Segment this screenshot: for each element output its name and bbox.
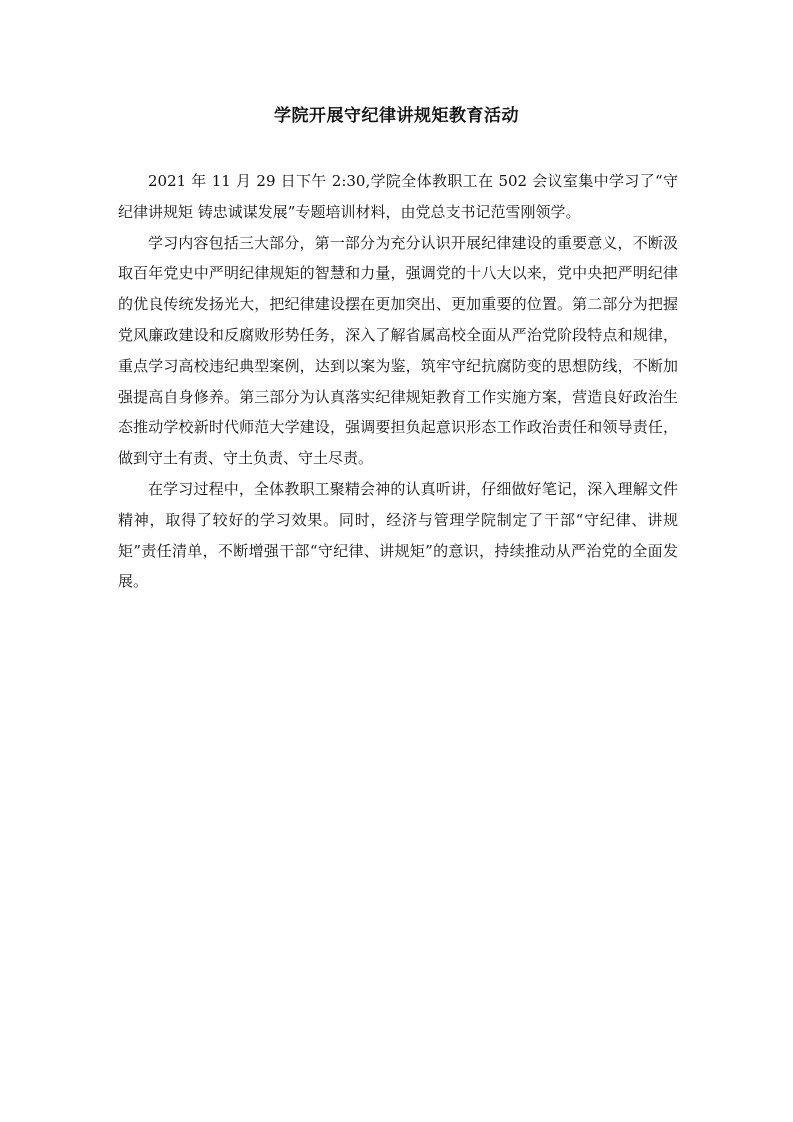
document-title: 学院开展守纪律讲规矩教育活动	[274, 106, 519, 126]
paragraph-3: 在学习过程中，全体教职工聚精会神的认真听讲，仔细做好笔记，深入理解文件精神，取得了较好的学习效果。同时，经济与管理学院制定了干部“守纪律、讲规矩”责任清单，不断增强干部“守纪律、讲规矩”的意识，持续推动从严治党的全面发展。	[118, 479, 678, 591]
paragraph-1: 2021 年 11 月 29 日下午 2:30,学院全体教职工在 502 会议室集中学习了“守纪律讲规矩 铸忠诚谋发展”专题培训材料，由党总支书记范雪刚领学。	[118, 172, 678, 221]
paragraph-2: 学习内容包括三大部分，第一部分为充分认识开展纪律建设的重要意义，不断汲取百年党史中严明纪律规矩的智慧和力量，强调党的十八大以来，党中央把严明纪律的优良传统发扬光大，把纪律建设摆在更加突出、更加重要的位置。第二部分为把握党风廉政建设和反腐败形势任务，深入了解省属高校全面从严治党阶段特点和规律，重点学习高校违纪典型案例，达到以案为鉴，筑牢守纪抗腐防变的思想防线，不断加强提高自身修养。第三部分为认真落实纪律规矩教育工作实施方案，营造良好政治生态推动学校新时代师范大学建设，强调要担负起意识形态工作政治责任和领导责任，做到守土有责、守土负责、守土尽责。	[118, 233, 678, 468]
document-body	[118, 166, 678, 597]
